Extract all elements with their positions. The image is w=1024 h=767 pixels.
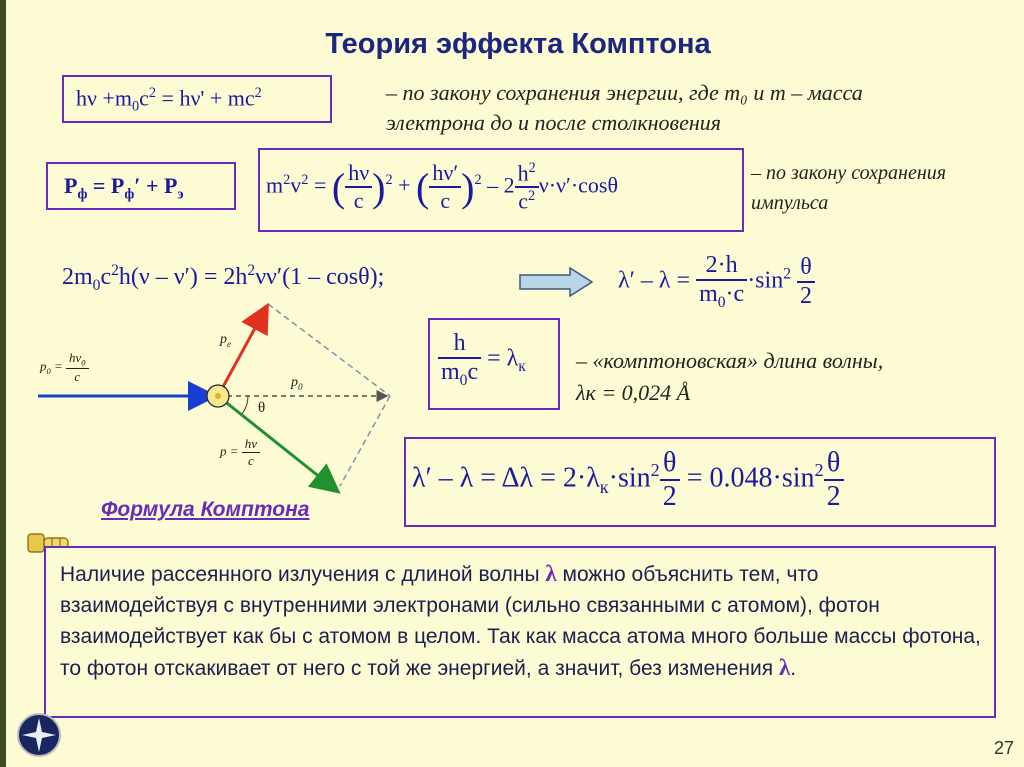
momentum-formula-box [258,148,744,232]
energy-formula: $h\nu +m_0c^2 = h\nu' + mc^2$ [76,85,262,115]
explanation-box [44,546,996,718]
compton-formula: $\lambda' - \lambda = \Delta\lambda = 2\cdot\lambda_к\cdot\sin^2$ $\frac{\theta}{2}$ = $0.048\cdot\sin^2$ $\frac{\theta}{2}$ [412,447,844,513]
energy-comment: – по закону сохранения энергии, где m₀ и m – масса электрона до и после столкновения [386,80,863,135]
compton-wavelength-formula: $\frac{h}{m_0c}$ = $\lambda_к$ [438,330,526,390]
momentum-vector-box [46,162,236,210]
compton-wavelength-box [428,318,560,410]
label-p0-resultant: $p_0$ [291,375,303,392]
page-number: 27 [993,738,1014,758]
explanation-text-3: . [790,657,797,680]
logo-icon [16,712,62,758]
derived-formula: $2m_0c^2h(\nu - \nu') = 2h^2\nu\nu'(1 - \cos\theta)$; [62,262,385,294]
label-pe: $p_e$ [220,332,232,349]
label-p-scattered: p = $\frac{h\nu}{c}$ [220,436,260,469]
slide-title: Теория эффекта Комптона [325,28,711,60]
compton-formula-box [404,437,996,527]
momentum-formula: $m^2v^2$ = ( $\frac{h\nu}{c}$ )$^2$ + ( $\frac{h\nu'}{c}$ )$^2$ – 2 $\frac{h^2}{c^2}$ ν·ν′·cosθ [266,160,619,214]
lambda-symbol: λ [545,561,557,586]
label-theta: θ [258,400,266,416]
compton-shift-formula: λ′ – λ = $\frac{2\cdot h}{m_0\cdot c}$ $\cdot\sin^2$ $\frac{\theta}{2}$ [618,252,815,312]
compton-wavelength-value: λк = 0,024 Å [576,380,691,405]
explanation-text-2: можно объяснить тем, что взаимодействуя с внутренними электронами (сильно связанными с атомом), фотон взаимодействует как бы с атомом в целом. Так как масса атома много больше массы фотона, то фотон отскакивает от него с той же энергией, а значит, без изменения [60,563,981,680]
label-p0-incoming: $p_0$ = $\frac{h\nu_0}{c}$ [40,350,89,385]
energy-formula-box [62,75,332,123]
caption-compton-formula: Формула Комптона [101,498,310,521]
compton-wavelength-comment: – «комптоновская» длина волны, [576,348,884,373]
lambda-symbol: λ [778,655,791,680]
arrow-icon [518,266,594,298]
explanation-text-1: Наличие рассеянного излучения с длиной волны [60,563,546,586]
momentum-vector-formula: $P_ф = P_ф' + P_э$ [64,173,184,203]
momentum-comment: – по закону сохранения импульса [751,162,947,214]
